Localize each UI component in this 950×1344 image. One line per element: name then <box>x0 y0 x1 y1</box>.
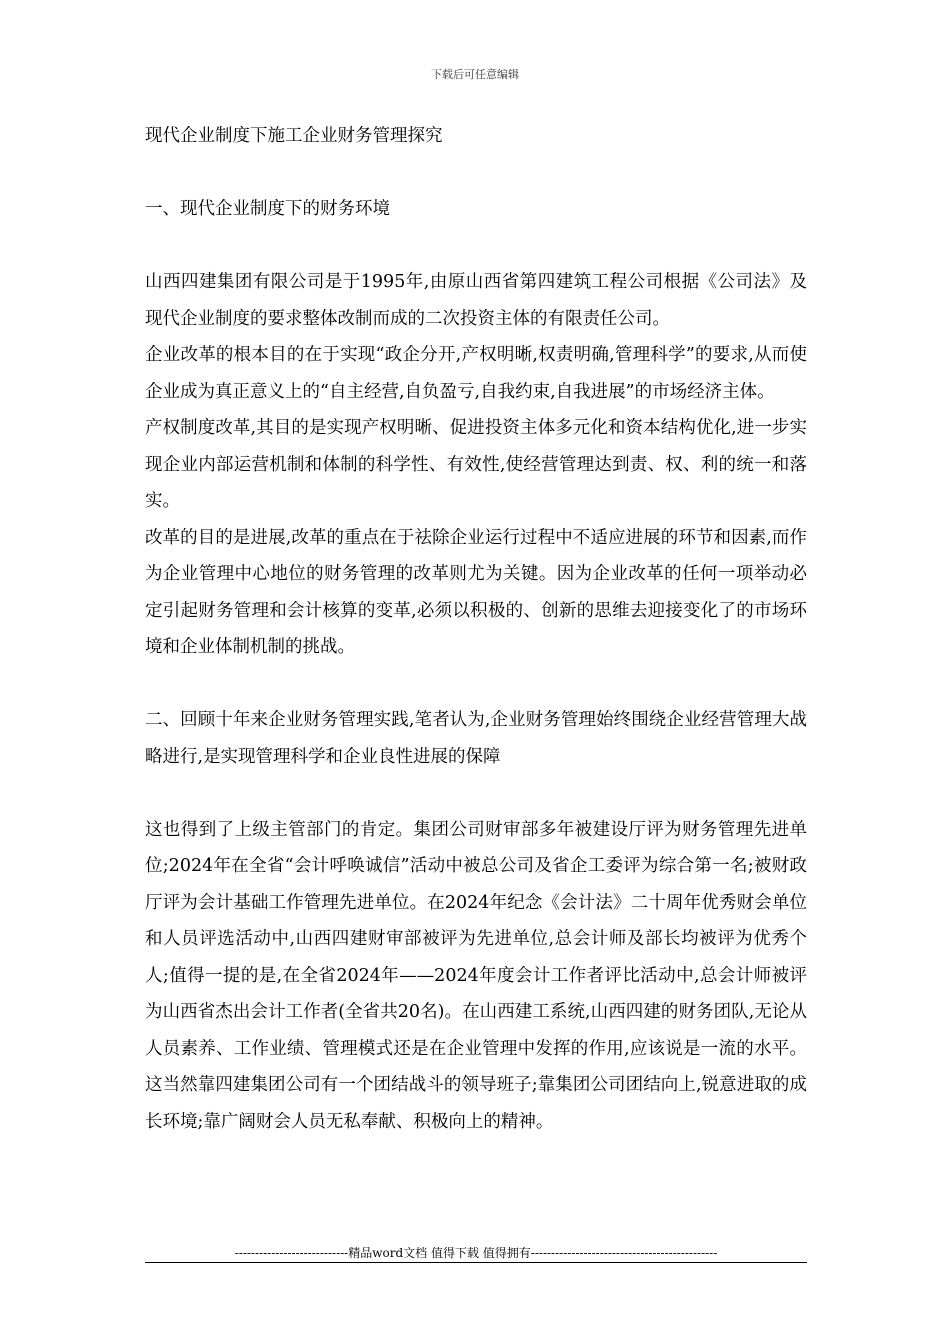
section-2-paragraph: 这也得到了上级主管部门的肯定。集团公司财审部多年被建设厅评为财务管理先进单位;2024年在全省“会计呼唤诚信”活动中被总公司及省企工委评为综合第一名;被财政厅评为会计基础工作管理先进单位。在2024年纪念《会计法》二十周年优秀财会单位和人员评选活动中,山西四建财审部被评为先进单位,总会计师及部长均被评为优秀个人;值得一提的是,在全省2024年——2024年度会计工作者评比活动中,总会计师被评为山西省杰出会计工作者(全省共20名)。在山西建工系统,山西四建的财务团队,无论从人员素养、工作业绩、管理模式还是在企业管理中发挥的作用,应该说是一流的水平。这当然靠四建集团公司有一个团结战斗的领导班子;靠集团公司团结向上,锐意进取的成长环境;靠广阔财会人员无私奉献、积极向上的精神。 <box>145 819 807 1132</box>
spacer <box>145 775 807 812</box>
section-1-paragraph-1: 山西四建集团有限公司是于1995年,由原山西省第四建筑工程公司根据《公司法》及现代企业制度的要求整体改制而成的二次投资主体的有限责任公司。 <box>145 272 807 329</box>
spacer <box>145 666 807 703</box>
section-1-paragraph-2: 企业改革的根本目的在于实现“政企分开,产权明晰,权责明确,管理科学”的要求,从而使企业成为真正意义上的“自主经营,自负盈亏,自我约束,自我进展”的市场经济主体。 <box>145 345 807 402</box>
footer-banner: ----------------------------精品word文档 值得下载 值得拥有---------------------------------------------- <box>234 1246 718 1260</box>
section-1-paragraph-3: 产权制度改革,其目的是实现产权明晰、促进投资主体多元化和资本结构优化,进一步实现企业内部运营机制和体制的科学性、有效性,使经营管理达到责、权、利的统一和落实。 <box>145 418 807 511</box>
section-1-paragraph-4: 改革的目的是进展,改革的重点在于祛除企业运行过程中不适应进展的环节和因素,而作为企业管理中心地位的财务管理的改革则尤为关键。因为企业改革的任何一项举动必定引起财务管理和会计核算的变革,必须以积极的、创新的思维去迎接变化了的市场环境和企业体制机制的挑战。 <box>145 527 807 657</box>
document-title: 现代企业制度下施工企业财务管理探究 <box>145 126 443 146</box>
footer-divider <box>145 1262 807 1263</box>
document-body <box>145 118 807 1140</box>
header-note: 下载后可任意编辑 <box>431 68 519 81</box>
section-1-heading: 一、现代企业制度下的财务环境 <box>145 199 390 219</box>
spacer <box>145 228 807 265</box>
spacer <box>145 155 807 192</box>
section-2-heading: 二、回顾十年来企业财务管理实践,笔者认为,企业财务管理始终围绕企业经营管理大战略进行,是实现管理科学和企业良性进展的保障 <box>145 710 807 767</box>
